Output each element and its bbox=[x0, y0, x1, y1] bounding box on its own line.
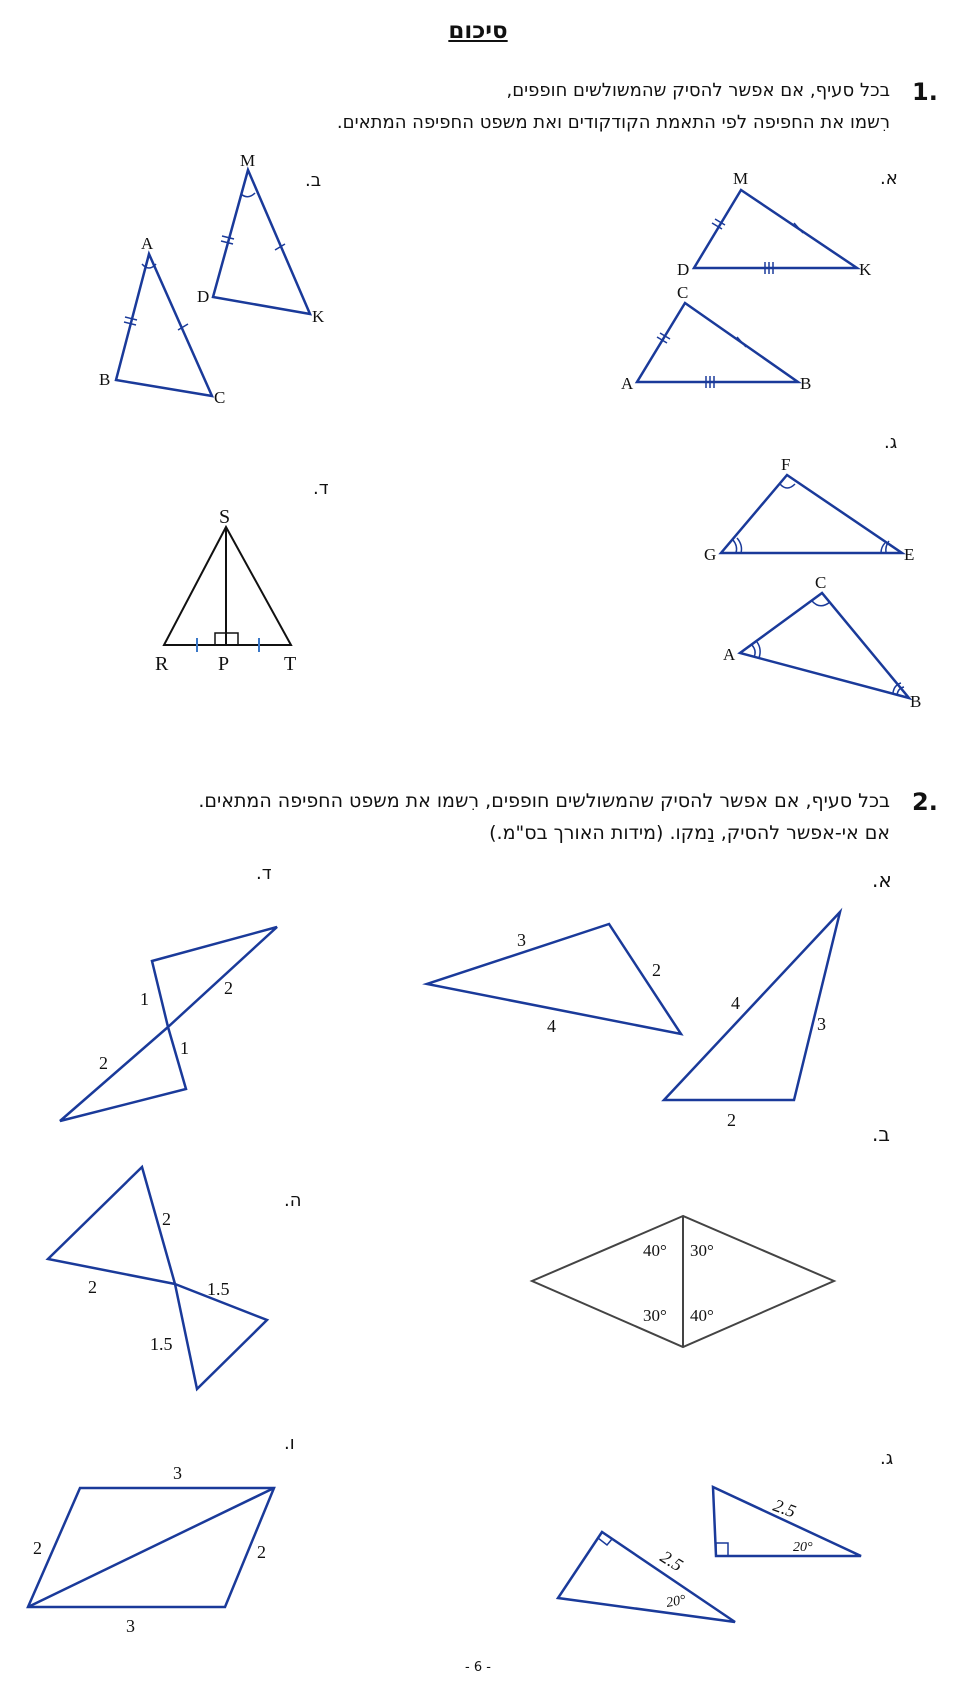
q2f-side-4: 3 bbox=[126, 1616, 135, 1636]
q2a-side-4: 4 bbox=[731, 993, 740, 1013]
q1c-label-b: B bbox=[910, 692, 922, 711]
page-number: - 6 - bbox=[465, 1660, 491, 1675]
q1d-triangle-srt bbox=[164, 527, 291, 652]
q1d-label-s: S bbox=[219, 506, 231, 528]
q1-part-d: ד. bbox=[313, 478, 329, 499]
q2c-angle-2: 20° bbox=[665, 1592, 688, 1611]
q1c-label-a: A bbox=[723, 645, 736, 664]
q1b-triangle-abc bbox=[116, 254, 212, 396]
q2e-side-1: 2 bbox=[162, 1209, 171, 1229]
q1d-label-p: P bbox=[218, 653, 230, 675]
q1b-label-m: M bbox=[240, 151, 256, 170]
q1b-label-c: C bbox=[214, 388, 226, 407]
q2e-bowtie bbox=[48, 1167, 267, 1389]
q1c-triangle-cab bbox=[740, 593, 909, 698]
q1-part-b: ב. bbox=[305, 170, 322, 191]
q2d-side-4: 2 bbox=[99, 1053, 108, 1073]
q2a-side-2: 2 bbox=[652, 960, 661, 980]
q2c-triangle-1 bbox=[713, 1487, 861, 1556]
q1b-label-b: B bbox=[99, 370, 111, 389]
q2a-triangle-2 bbox=[664, 912, 840, 1100]
q1a-label-a: A bbox=[621, 374, 634, 393]
q1a-label-d: D bbox=[677, 260, 690, 279]
q2e-side-3: 1.5 bbox=[207, 1279, 230, 1299]
q1a-triangle-cab bbox=[637, 303, 798, 388]
q2b-angle-3: 30° bbox=[643, 1306, 667, 1325]
q2-part-b: ב. bbox=[872, 1122, 890, 1146]
q2e-side-4: 1.5 bbox=[150, 1334, 173, 1354]
q2f-side-1: 3 bbox=[173, 1463, 182, 1483]
q1b-label-d: D bbox=[197, 287, 210, 306]
q2-part-d: ד. bbox=[256, 863, 272, 884]
q1a-label-k: K bbox=[859, 260, 872, 279]
q1-line1: בכל סעיף, אם אפשר להסיק שהמשולשים חופפים, bbox=[506, 80, 890, 101]
q2b-angle-4: 40° bbox=[690, 1306, 714, 1325]
q1a-triangle-mdk bbox=[694, 190, 857, 274]
q1c-label-g: G bbox=[704, 545, 717, 564]
q2c-side-2: 2.5 bbox=[656, 1546, 687, 1576]
q1-number: 1. bbox=[912, 78, 938, 106]
q2f-side-3: 2 bbox=[257, 1542, 266, 1562]
q1c-label-e: E bbox=[904, 545, 915, 564]
q1c-triangle-fge bbox=[721, 475, 902, 553]
q2-part-a: א. bbox=[872, 868, 892, 892]
q2f-side-2: 2 bbox=[33, 1538, 42, 1558]
q2a-side-1: 3 bbox=[517, 930, 526, 950]
q1-part-a: א. bbox=[880, 168, 898, 189]
q2a-side-5: 3 bbox=[817, 1014, 826, 1034]
q1-part-c: ג. bbox=[884, 432, 898, 453]
q2b-angle-1: 40° bbox=[643, 1241, 667, 1260]
q2d-side-3: 1 bbox=[180, 1038, 189, 1058]
q2-line1: בכל סעיף, אם אפשר להסיק שהמשולשים חופפים, רִשמו את משפט החפיפה המתאים. bbox=[198, 790, 890, 812]
q2-line2: אם אי-אפשר להסיק, נַמקו. (מידות האורך בס"מ.) bbox=[489, 822, 890, 844]
q2e-side-2: 2 bbox=[88, 1277, 97, 1297]
q2-part-f: ו. bbox=[284, 1433, 295, 1454]
q1b-label-k: K bbox=[312, 307, 325, 326]
q2b-quadrilateral bbox=[532, 1216, 834, 1347]
q2a-side-3: 4 bbox=[547, 1016, 556, 1036]
q2d-side-2: 2 bbox=[224, 978, 233, 998]
q1a-label-c: C bbox=[677, 283, 689, 302]
q1c-label-f: F bbox=[781, 455, 791, 474]
q2d-bowtie bbox=[60, 927, 277, 1121]
q1c-label-c: C bbox=[815, 573, 827, 592]
q2f-parallelogram bbox=[28, 1488, 274, 1607]
q1b-label-a: A bbox=[141, 234, 154, 253]
q2-part-c: ג. bbox=[880, 1448, 894, 1469]
q2b-angle-2: 30° bbox=[690, 1241, 714, 1260]
q1-line2: רִשמו את החפיפה לפי התאמת הקודקודים ואת משפט החפיפה המתאים. bbox=[336, 112, 890, 133]
q2a-side-6: 2 bbox=[727, 1110, 736, 1130]
q2-part-e: ה. bbox=[284, 1190, 302, 1211]
q1b-triangle-mdk bbox=[213, 170, 310, 314]
q2d-side-1: 1 bbox=[140, 989, 149, 1009]
q1a-label-b: B bbox=[800, 374, 812, 393]
q2c-angle-1: 20° bbox=[793, 1540, 813, 1555]
q2c-side-1: 2.5 bbox=[770, 1494, 799, 1522]
q2-number: 2. bbox=[912, 788, 938, 816]
page-title: סיכום bbox=[448, 18, 508, 44]
q2c-triangle-2 bbox=[558, 1532, 735, 1622]
q1d-label-r: R bbox=[155, 653, 169, 675]
q1a-label-m: M bbox=[733, 169, 749, 188]
q1d-label-t: T bbox=[284, 653, 297, 675]
